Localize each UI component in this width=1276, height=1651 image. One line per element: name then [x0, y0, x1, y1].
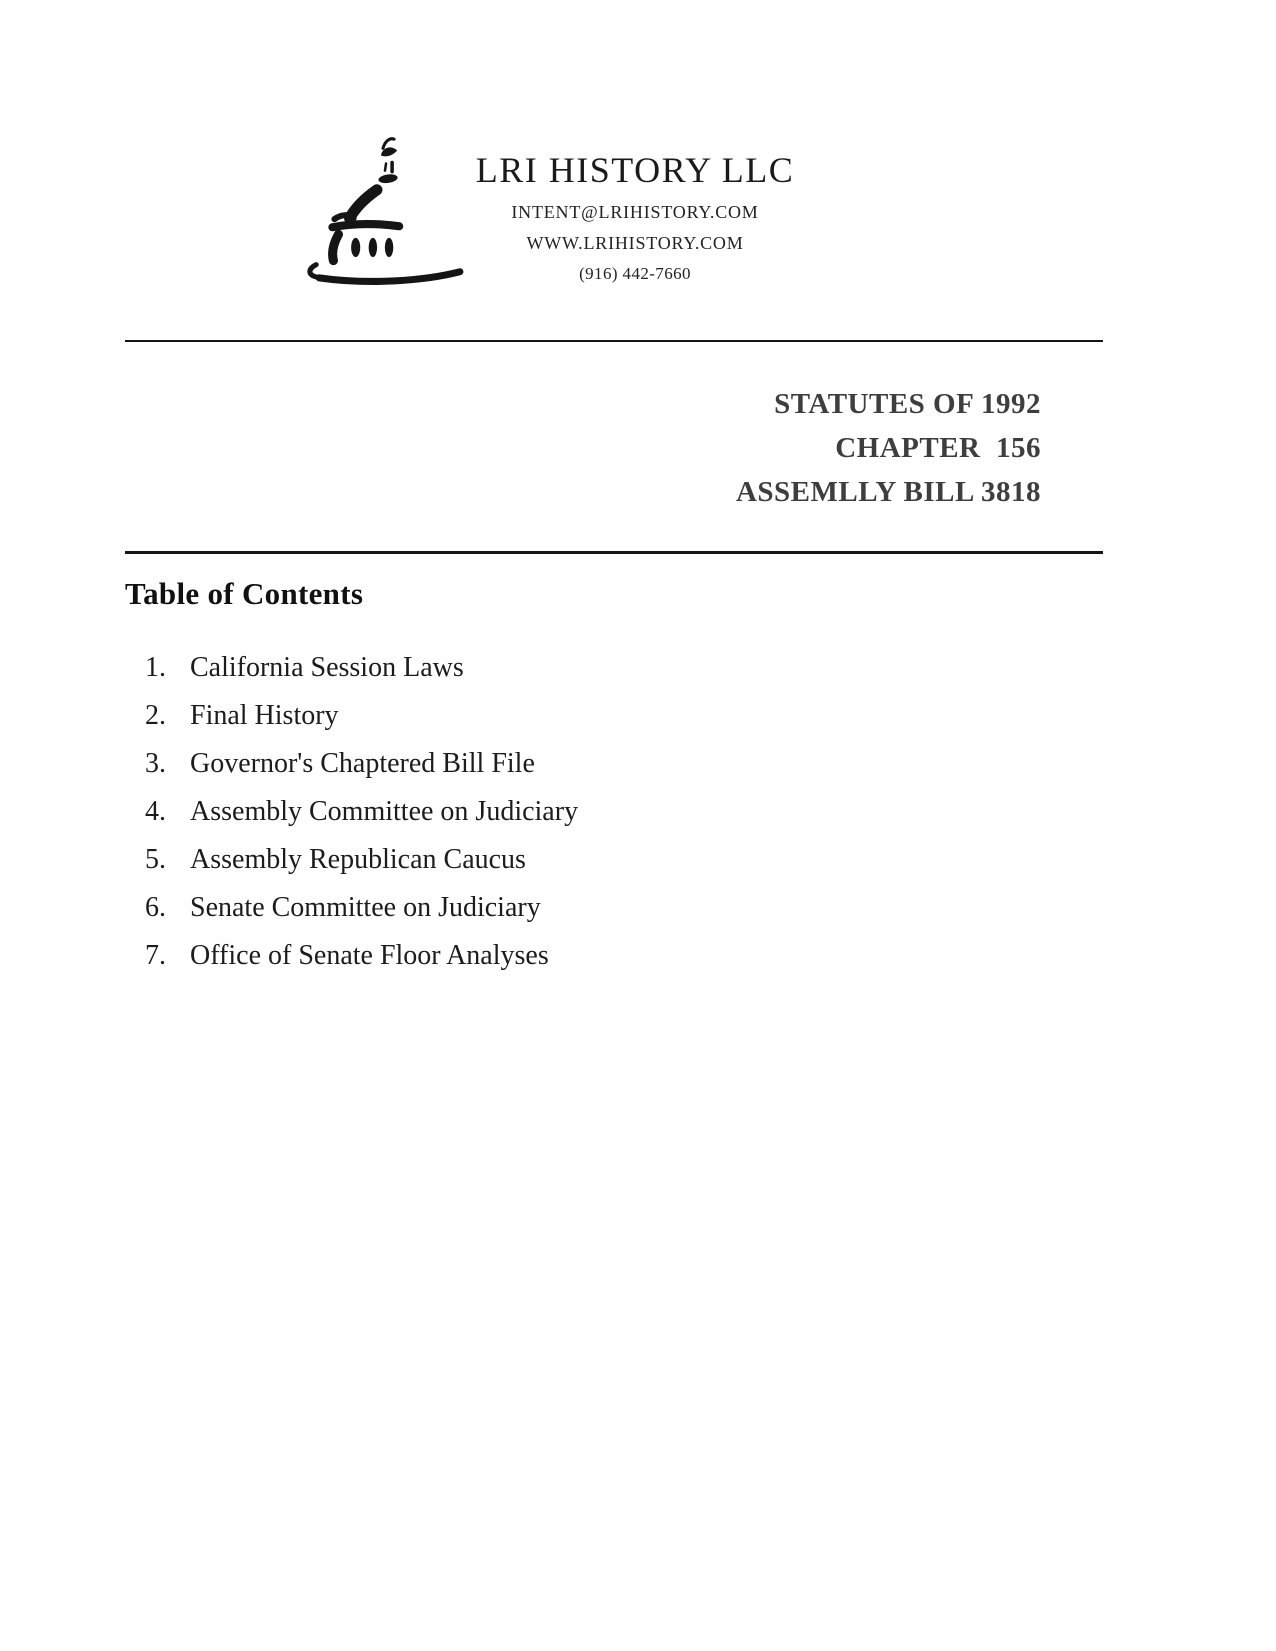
toc-item-label: Senate Committee on Judiciary: [190, 892, 541, 923]
toc-item-number: 4.: [145, 796, 166, 827]
statutes-line-1: STATUTES OF 1992: [774, 388, 1041, 420]
company-name: LRI HISTORY LLC: [475, 150, 795, 190]
horizontal-rule-bottom: [125, 551, 1103, 554]
toc-item-label: Assembly Republican Caucus: [190, 844, 526, 875]
toc-item-label: Final History: [190, 700, 339, 731]
toc-item: [145, 653, 578, 683]
company-website: WWW.LRIHISTORY.COM: [526, 233, 744, 253]
toc-heading: Table of Contents: [125, 576, 364, 611]
toc-item-number: 1.: [145, 652, 166, 683]
toc-item-number: 2.: [145, 700, 166, 731]
toc-item: [145, 941, 578, 971]
capitol-dome-icon: [298, 126, 470, 288]
toc-item: [145, 797, 578, 827]
toc-item: [145, 845, 578, 875]
toc-item-label: California Session Laws: [190, 652, 464, 683]
toc-item: [145, 701, 578, 731]
horizontal-rule-top: [125, 340, 1103, 342]
letterhead: [455, 148, 815, 284]
toc-item: [145, 749, 578, 779]
statutes-line-3: ASSEMLLY BILL 3818: [735, 476, 1041, 508]
toc-item-number: 5.: [145, 844, 166, 875]
toc-item-label: Office of Senate Floor Analyses: [190, 940, 549, 971]
statutes-title-block: [736, 382, 1041, 514]
toc-item-label: Governor's Chaptered Bill File: [190, 748, 535, 779]
company-phone: (916) 442-7660: [579, 264, 691, 283]
toc-list: [145, 653, 578, 989]
statutes-line-2: CHAPTER 156: [835, 432, 1041, 464]
toc-item-label: Assembly Committee on Judiciary: [190, 796, 579, 827]
toc-item-number: 3.: [145, 748, 166, 779]
toc-item-number: 7.: [145, 940, 166, 971]
company-email: INTENT@LRIHISTORY.COM: [511, 202, 759, 222]
toc-item-number: 6.: [145, 892, 166, 923]
toc-item: [145, 893, 578, 923]
